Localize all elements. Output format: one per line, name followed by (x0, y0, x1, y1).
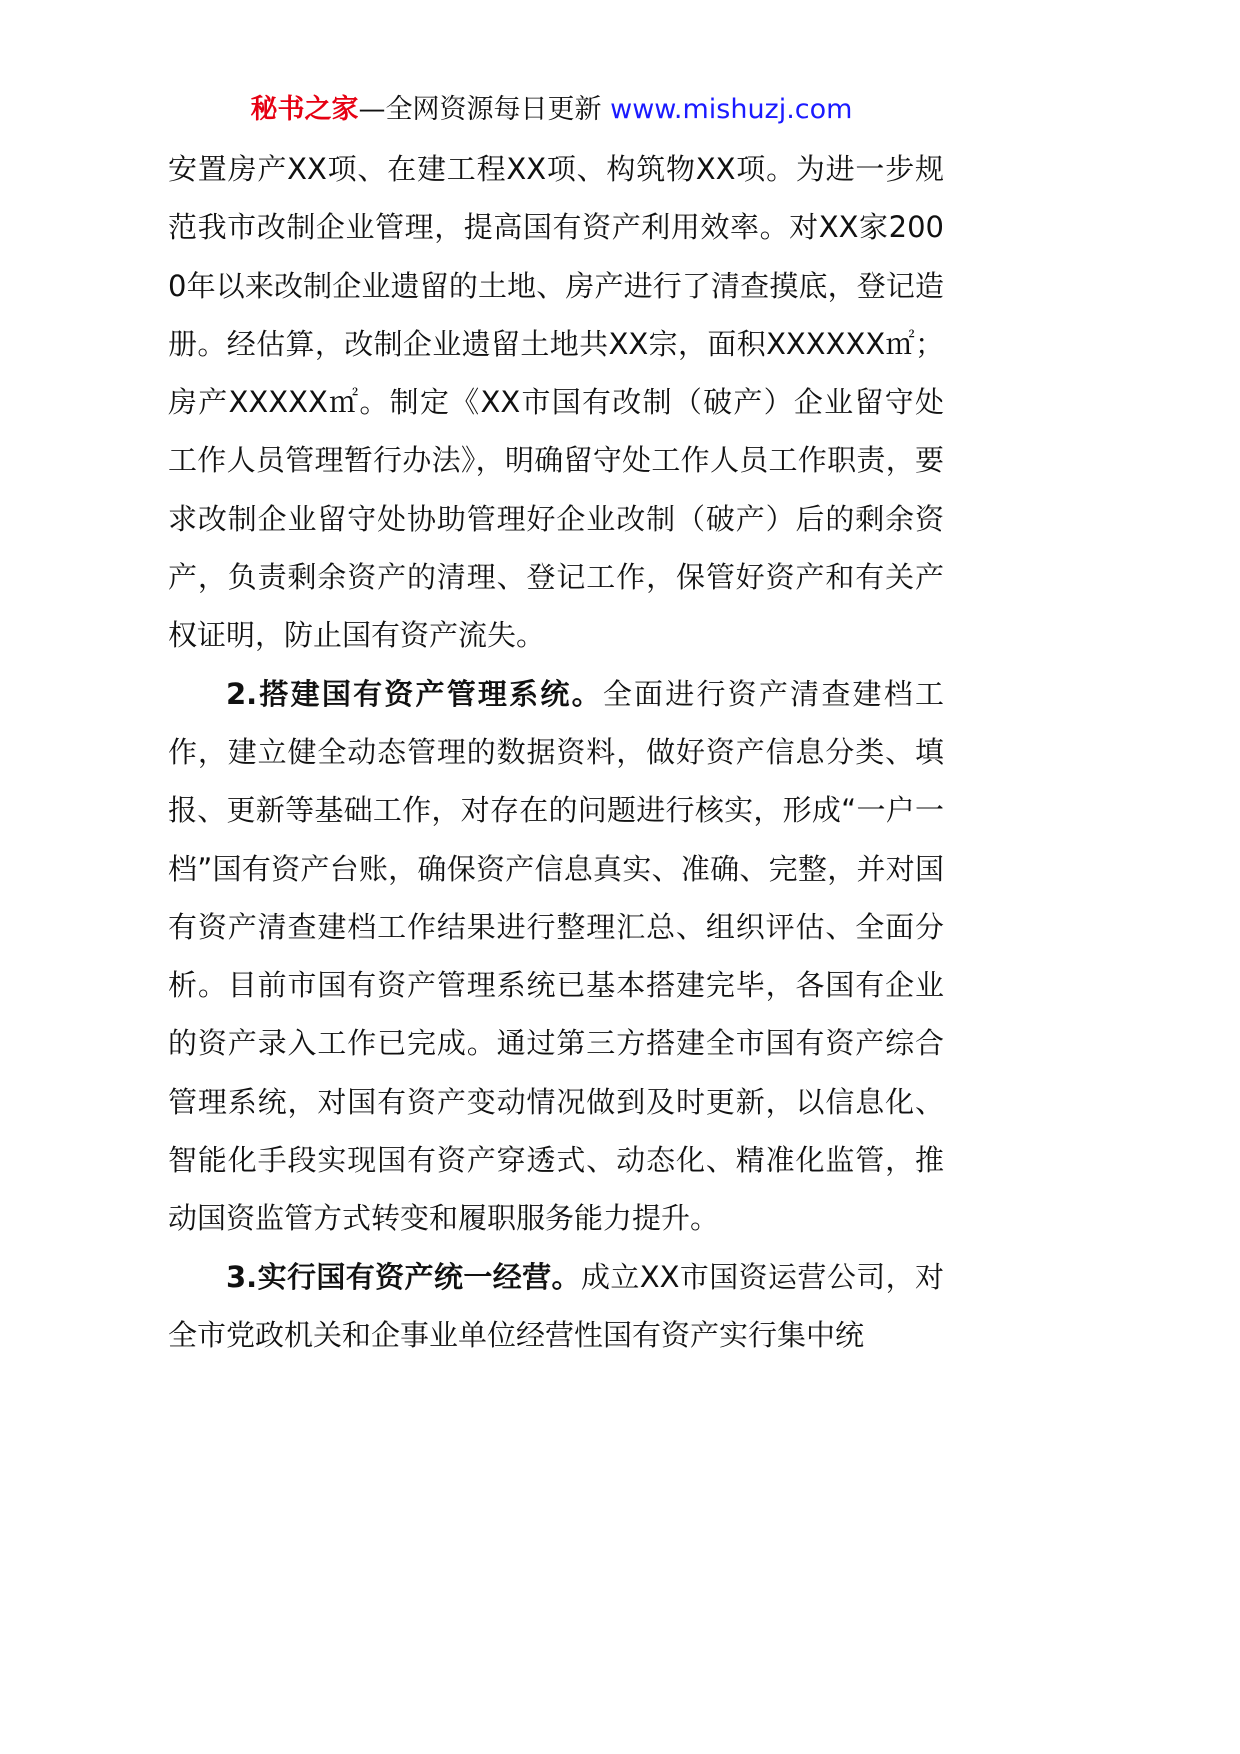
paragraph-asset-system (168, 665, 944, 1248)
document-body (168, 140, 944, 1364)
paragraph-text: 成立XX市国资运营公司，对全市党政机关和企事业单位经营性国有资产实行集中统 (168, 1259, 945, 1352)
paragraph-continued (168, 140, 944, 665)
paragraph-text: 安置房产XX项、在建工程XX项、构筑物XX项。为进一步规范我市改制企业管理，提高国有资产利用效率。对XX家2000年以来改制企业遗留的土地、房产进行了清查摸底，登记造册。经估算，改制企业遗留土地共XX宗，面积XXXXXX㎡；房产XXXXX㎡。制定《XX市国有改制（破产）企业留守处工作人员管理暂行办法》，明确留守处工作人员工作职责，要求改制企业留守处协助管理好企业改制（破产）后的剩余资产，负责剩余资产的清理、登记工作，保管好资产和有关产权证明，防止国有资产流失。 (168, 152, 944, 653)
paragraph-heading: 3.实行国有资产统一经营。 (226, 1259, 581, 1294)
paragraph-text: 全面进行资产清查建档工作，建立健全动态管理的数据资料，做好资产信息分类、填报、更新等基础工作，对存在的问题进行核实，形成“一户一档”国有资产台账，确保资产信息真实、准确、完整，并对国有资产清查建档工作结果进行整理汇总、组织评估、全面分析。目前市国有资产管理系统已基本搭建完毕，各国有企业的资产录入工作已完成。通过第三方搭建全市国有资产综合管理系统，对国有资产变动情况做到及时更新，以信息化、智能化手段实现国有资产穿透式、动态化、精准化监管，推动国资监管方式转变和履职服务能力提升。 (168, 676, 944, 1236)
site-url-link[interactable]: www.mishuzj.com (610, 94, 853, 125)
brand-name: 秘书之家 (250, 94, 359, 125)
paragraph-heading: 2.搭建国有资产管理系统。 (226, 676, 603, 711)
header-slogan: —全网资源每日更新 (358, 94, 611, 125)
site-header (0, 88, 1103, 132)
paragraph-unified-operation (168, 1248, 944, 1365)
